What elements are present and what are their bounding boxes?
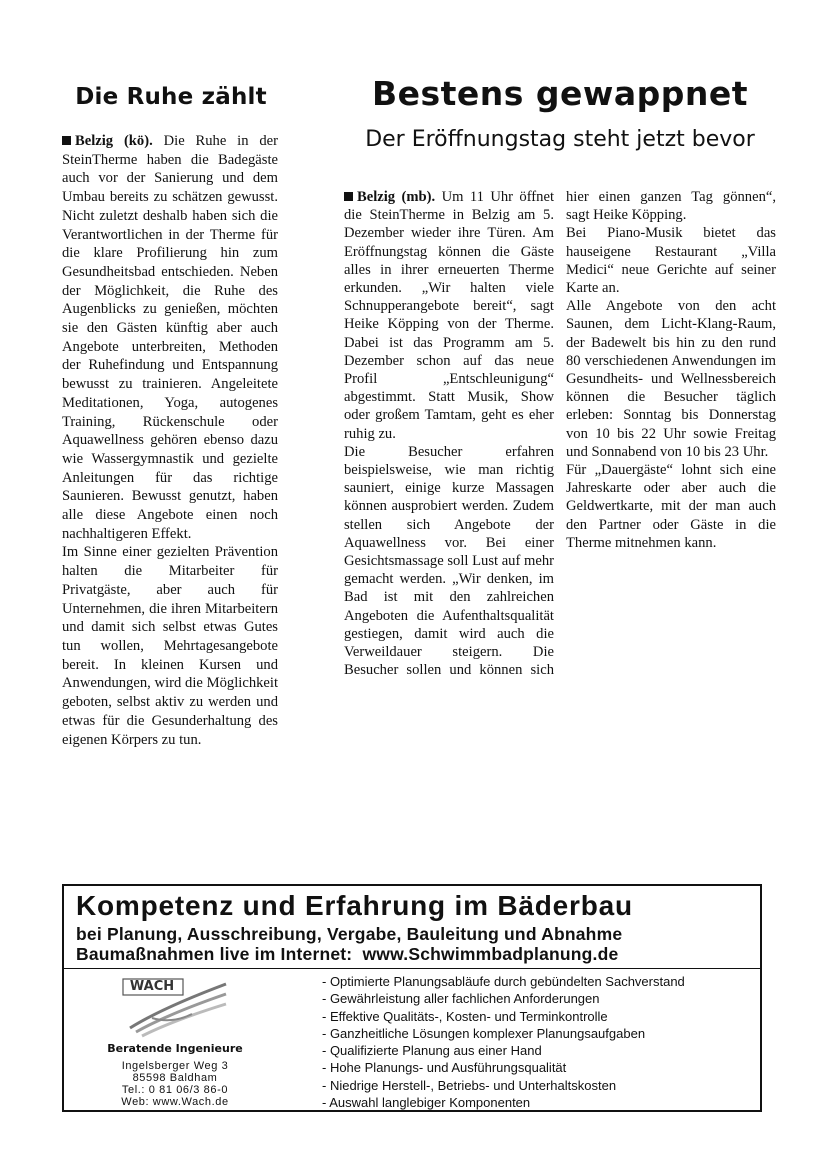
list-item: - Niedrige Herstell-, Betriebs- und Unterhaltskosten [322, 1077, 617, 1093]
wach-logo-block [94, 978, 256, 1108]
ad-bullet-list [322, 973, 685, 1111]
list-item: - Auswahl langlebiger Komponenten [322, 1095, 531, 1111]
list-item: - Optimierte Planungsabläufe durch gebündelten Sachverstand [322, 974, 685, 989]
list-item: - Hohe Planungs- und Ausführungsqualität [322, 1060, 567, 1076]
ad-web-url[interactable]: www.Schwimmbadplanung.de [362, 944, 619, 964]
right-article-headline: Bestens gewappnet [371, 74, 749, 113]
ad-headline: Kompetenz und Erfahrung im Bäderbau [76, 890, 633, 921]
right-paragraph-text: Um 11 Uhr öffnet die SteinTherme in Belzig am 5. Dezember wieder ihre Türen. Am Eröffnungstag können die Gäste alles in ihrer erneuerten Therme erkunden. „Wir halten viele Schnupperangebote bereit“, sagt Heike Köpping von der Therme. Dabei ist das Programm am 5. Dezember schon auf das neue Profil „Entschleunigung“ abgestimmt. Statt Musik, Show oder großem Tamtam, geht es eher ruhig zu. [344, 189, 554, 442]
address-phone: Tel.: 0 81 06/3 86-0 [121, 1084, 229, 1096]
right-dateline: Belzig (mb). [357, 189, 436, 205]
right-paragraph-2: Die Besucher erfahren beispielsweise, wie man richtig sauniert, einige kurze Massagen können ausprobiert werden. Zudem stellen sich Angebote der Aquawellness vor. Bei einer Gesichtsmassage soll Lust auf mehr gemacht werden. „Wir denken, im Bad ist mit den zahlreichen Angeboten die Aufenthaltsqualität gestiegen, damit wird auch die Verweildauer steigern. Die Besucher sollen und können sich hier einen ganzen Tag gönnen“, sagt Heike Köpping. [344, 189, 776, 679]
ad-tagline: bei Planung, Ausschreibung, Vergabe, Bauleitung und Abnahme [76, 924, 623, 944]
lead-square-icon [344, 192, 353, 201]
lead-square-icon [62, 136, 71, 145]
ad-web-label: Baumaßnahmen live im Internet: [76, 944, 353, 964]
ad-web-line [76, 944, 618, 965]
address-web[interactable]: Web: www.Wach.de [121, 1096, 229, 1108]
right-paragraph-4: Alle Angebote von den acht Saunen, dem Licht-Klang-Raum, der Badewelt bis hin zu den rund 80 verschiedenen Anwendungen im Gesundheits- und Wellnessbereich können die Besucher täglich erleben: Sonntag bis Donnerstag von 10 bis 22 Uhr sowie Freitag und Sonnabend von 10 bis 23 Uhr. [566, 298, 776, 460]
right-article-subheadline: Der Eröffnungstag steht jetzt bevor [365, 127, 755, 152]
right-paragraph-5: Für „Dauergäste“ lohnt sich eine Jahreskarte oder aber auch die Geldwertkarte, mit der man auch den Partner oder Gäste in die Therme mitnehmen kann. [566, 462, 776, 551]
list-item: - Ganzheitliche Lösungen komplexer Planungsaufgaben [322, 1025, 646, 1041]
left-article-body [62, 132, 278, 749]
logo-subtitle: Beratende Ingenieure [107, 1042, 243, 1055]
list-item: - Effektive Qualitäts-, Kosten- und Terminkontrolle [322, 1008, 608, 1024]
list-item: - Gewährleistung aller fachlichen Anforderungen [322, 991, 600, 1007]
left-paragraph-text: Die Ruhe in der SteinTherme haben die Badegäste auch vor der Sanierung und dem Umbau bereits zu schätzen gewusst. Nicht zuletzt deshalb haben sich die Verantwortlichen in der Therme für die klare Profilierung hin zum Gesundheitsbad entschieden. Neben der Möglichkeit, die Ruhe des Augenblicks zu genießen, möchten sie den Gästen künftig aber auch Angebote unterbreiten, Methoden der Ruhefindung und Entspannung bewusst zu trainieren. Angeleitete Meditationen, Yoga, autogenes Training, Rückenschule oder Aquawellness gehören ebenso dazu wie Wassergymnastik und gezielte Anleitungen für das richtige Saunieren. Bewusst genutzt, haben alle diese Angebote einen noch nachhaltigeren Effekt. [62, 133, 279, 542]
left-dateline: Belzig (kö). [75, 133, 153, 149]
left-paragraph-1 [62, 132, 278, 543]
ad-divider [64, 968, 760, 969]
left-paragraph-2: Im Sinne einer gezielten Prävention halten die Mitarbeiter für Privatgäste, aber auch für Unternehmen, die ihren Mitarbeitern und damit sich selbst etwas Gutes tun wollen, Mehrtagesangebote bereit. In kleinen Kursen und Anwendungen, wird die Möglichkeit geboten, selbst aktiv zu werden und etwas für die Gesunderhaltung des eigenen Körpers zu tun. [62, 544, 278, 748]
right-paragraph-3: Bei Piano-Musik bietet das hauseigene Restaurant „Villa Medici“ neue Gerichte auf seiner Karte an. [566, 225, 776, 297]
right-article-body [344, 188, 776, 688]
address-street: Ingelsberger Weg 3 [121, 1060, 229, 1072]
advertisement-box [62, 884, 762, 1112]
right-paragraph-1 [344, 188, 554, 443]
left-article-headline: Die Ruhe zählt [75, 84, 267, 110]
address-city: 85598 Baldham [132, 1072, 218, 1084]
list-item: - Qualifizierte Planung aus einer Hand [322, 1043, 542, 1059]
wach-logo-text: WACH [129, 979, 175, 994]
